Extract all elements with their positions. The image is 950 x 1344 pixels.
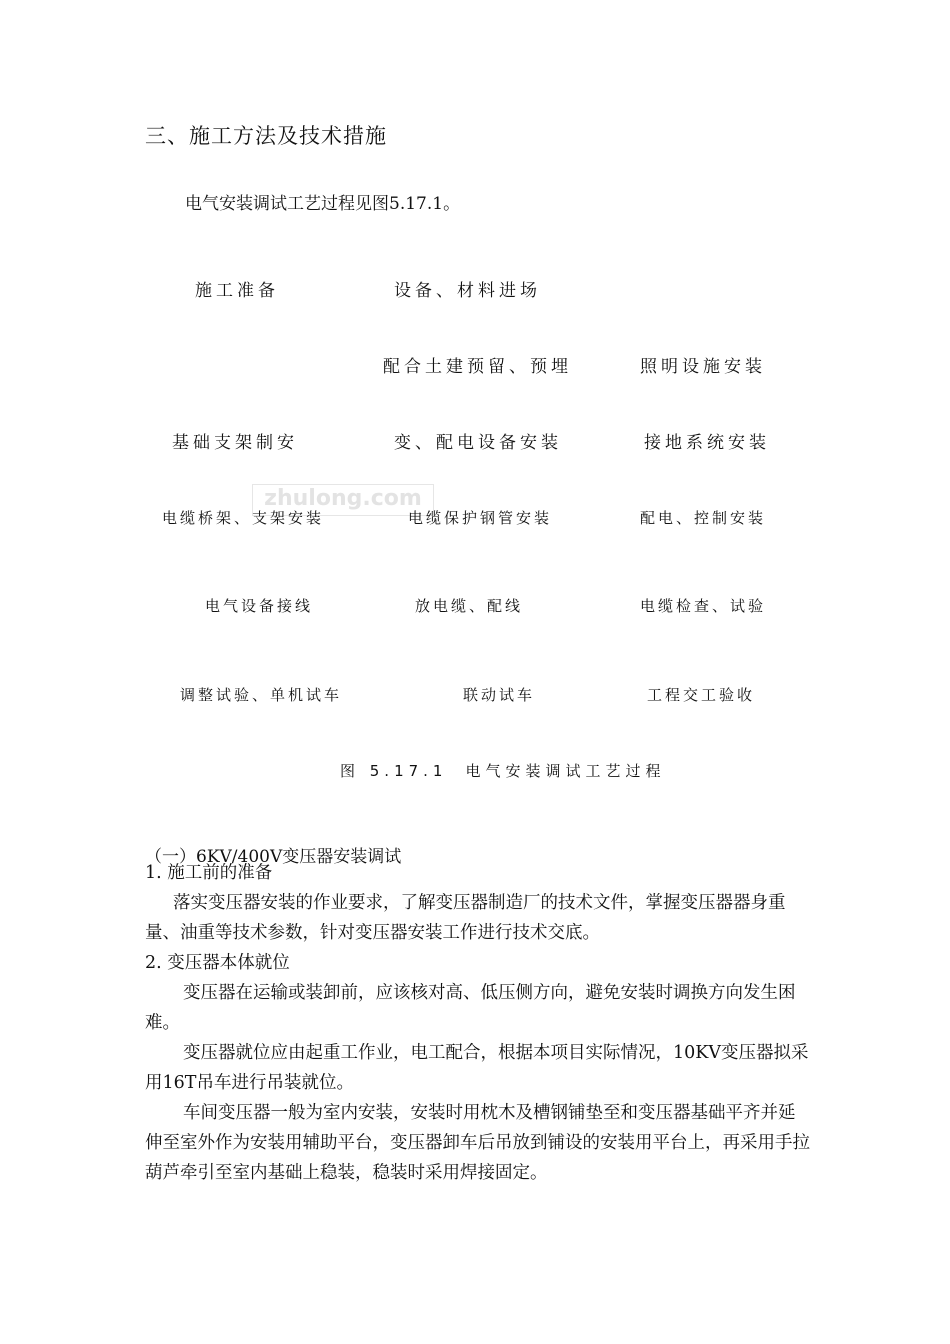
figure-number: 图 5.17.1 (340, 762, 448, 780)
item1-title: 1. 施工前的准备 (145, 863, 273, 883)
flow-node-joint-test: 联动试车 (463, 686, 536, 704)
flow-node-civil-reserve: 配合土建预留、预埋 (383, 357, 572, 377)
flow-node-cable-laying: 放电缆、配线 (415, 597, 524, 615)
figure-title: 电气安装调试工艺过程 (465, 762, 666, 780)
flow-node-lighting-install: 照明设施安装 (640, 357, 766, 377)
item2-paragraph-2: 变压器就位应由起重工作业，电工配合，根据本项目实际情况，10KV变压器拟采用16T吊车进行吊装就位。 (145, 1043, 809, 1093)
subsection-title: （一）6KV/400V变压器安装调试 (145, 847, 402, 867)
watermark: zhulong.com (252, 484, 434, 516)
flow-node-device-wiring: 电气设备接线 (205, 597, 314, 615)
body-text (145, 858, 810, 1188)
flow-node-cable-tray: 电缆桥架、支架安装 (162, 509, 325, 527)
item2-paragraph-1: 变压器在运输或装卸前，应该核对高、低压侧方向，避免安装时调换方向发生困难。 (145, 983, 796, 1033)
flow-node-cable-conduit: 电缆保护钢管安装 (408, 509, 553, 527)
item2-paragraph-3: 车间变压器一般为室内安装，安装时用枕木及槽钢铺垫至和变压器基础平齐并延伸至室外作为安装用辅助平台，变压器卸车后吊放到铺设的安装用平台上，再采用手拉葫芦牵引至室内基础上稳装，稳装时采用焊接固定。 (145, 1103, 810, 1183)
flow-node-grounding-install: 接地系统安装 (644, 433, 770, 453)
flow-node-distribution-control: 配电、控制安装 (640, 509, 767, 527)
item2-title: 2. 变压器本体就位 (145, 953, 290, 973)
flow-node-transformer-install: 变、配电设备安装 (394, 433, 562, 453)
item1-paragraph: 落实变压器安装的作业要求，了解变压器制造厂的技术文件，掌握变压器器身重量、油重等技术参数，针对变压器安装工作进行技术交底。 (145, 893, 786, 943)
figure-caption (340, 760, 666, 781)
flow-node-foundation-bracket: 基础支架制安 (172, 433, 298, 453)
flow-node-cable-test: 电缆检查、试验 (640, 597, 767, 615)
flow-node-handover: 工程交工验收 (647, 686, 756, 704)
section-title: 三、施工方法及技术措施 (145, 124, 387, 148)
flow-node-prep: 施工准备 (195, 281, 279, 301)
flow-node-single-test: 调整试验、单机试车 (180, 686, 343, 704)
flow-node-equipment-entry: 设备、材料进场 (394, 281, 541, 301)
intro-paragraph: 电气安装调试工艺过程见图5.17.1。 (185, 194, 461, 214)
